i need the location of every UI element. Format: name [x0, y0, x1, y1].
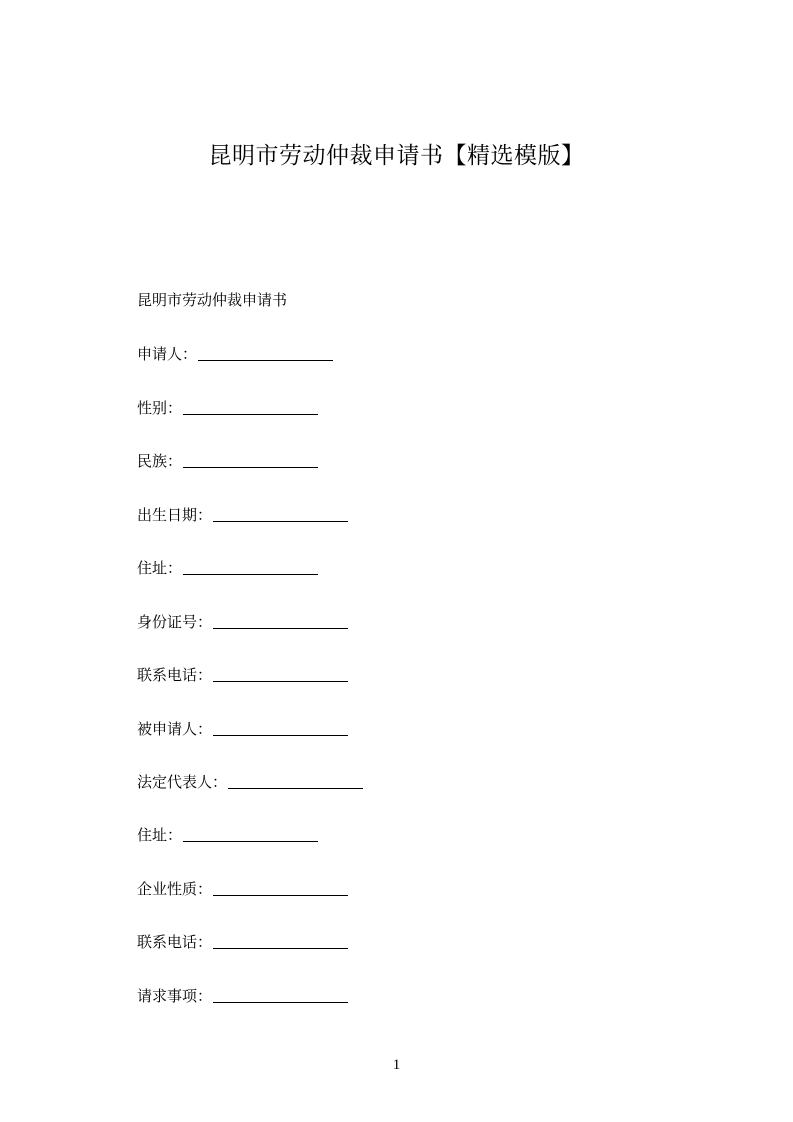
blank-line — [213, 987, 348, 1003]
field-address — [137, 558, 318, 578]
document-title: 昆明市劳动仲裁申请书【精选模版】 — [208, 143, 585, 169]
blank-line — [183, 399, 318, 415]
field-respondent-address — [137, 825, 318, 845]
document-subtitle: 昆明市劳动仲裁申请书 — [137, 291, 288, 309]
blank-line — [228, 773, 363, 789]
page-number: 1 — [392, 1057, 401, 1073]
field-label: 请求事项： — [137, 987, 213, 1005]
field-respondent-phone — [137, 932, 348, 952]
blank-line — [213, 613, 348, 629]
blank-line — [183, 452, 318, 468]
blank-line — [213, 933, 348, 949]
field-legal-representative — [137, 772, 363, 792]
field-label: 法定代表人： — [137, 773, 228, 791]
blank-line — [198, 345, 333, 361]
field-label: 性别： — [137, 399, 183, 417]
blank-line — [213, 666, 348, 682]
blank-line — [213, 506, 348, 522]
field-gender — [137, 398, 318, 418]
blank-line — [213, 880, 348, 896]
field-enterprise-type — [137, 879, 348, 899]
field-label: 民族： — [137, 452, 183, 470]
field-claims — [137, 986, 348, 1006]
blank-line — [183, 826, 318, 842]
blank-line — [183, 559, 318, 575]
field-label: 申请人： — [137, 345, 198, 363]
field-label: 联系电话： — [137, 666, 213, 684]
field-label: 住址： — [137, 559, 183, 577]
field-label: 联系电话： — [137, 933, 213, 951]
field-phone — [137, 665, 348, 685]
blank-line — [213, 720, 348, 736]
field-respondent — [137, 719, 348, 739]
field-ethnicity — [137, 451, 318, 471]
field-label: 住址： — [137, 826, 183, 844]
field-birth-date — [137, 505, 348, 525]
field-label: 被申请人： — [137, 720, 213, 738]
field-label: 出生日期： — [137, 506, 213, 524]
field-applicant — [137, 344, 333, 364]
field-id-number — [137, 612, 348, 632]
field-label: 企业性质： — [137, 880, 213, 898]
field-label: 身份证号： — [137, 613, 213, 631]
